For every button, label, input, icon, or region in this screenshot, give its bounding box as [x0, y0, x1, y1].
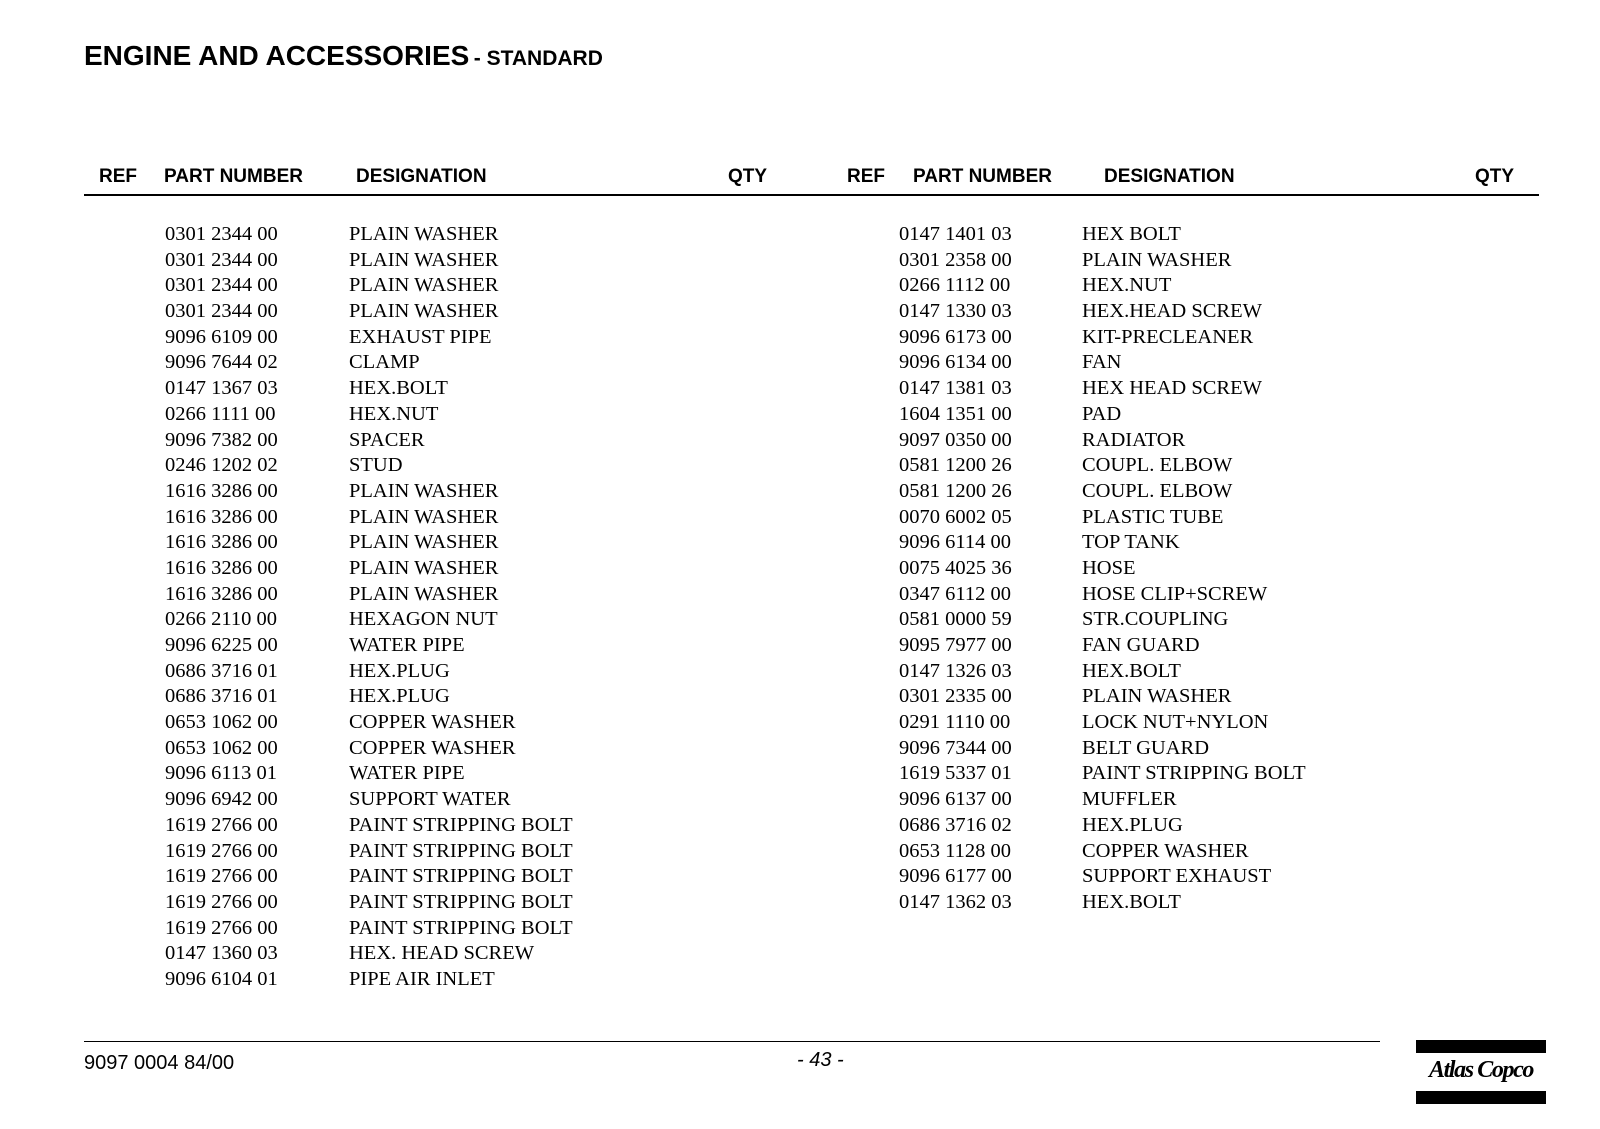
designation-cell: TOP TANK — [1082, 531, 1180, 554]
part-number-cell: 0147 1401 03 — [899, 223, 1012, 245]
designation-cell: PLAIN WASHER — [349, 300, 499, 323]
designation-cell: HEX HEAD SCREW — [1082, 377, 1262, 400]
designation-cell: WATER PIPE — [349, 762, 465, 785]
designation-cell: COUPL. ELBOW — [1082, 479, 1233, 502]
designation-cell: STUD — [349, 454, 403, 477]
designation-cell: KIT-PRECLEANER — [1082, 325, 1254, 348]
designation-cell: PLAIN WASHER — [349, 531, 499, 554]
part-number-cell: 0266 2110 00 — [165, 608, 277, 631]
part-number-cell: 1616 3286 00 — [165, 556, 278, 579]
col-header-qty-right: QTY — [1475, 166, 1515, 187]
designation-cell: WATER PIPE — [349, 634, 465, 656]
part-number-cell: 0291 1110 00 — [899, 711, 1011, 734]
part-number-cell: 9097 0350 00 — [899, 428, 1012, 451]
col-header-part-left: PART NUMBER — [164, 166, 303, 187]
designation-cell: SUPPORT WATER — [349, 788, 511, 811]
designation-cell: COPPER WASHER — [1082, 839, 1249, 862]
designation-cell: HEX.BOLT — [349, 377, 448, 400]
designation-cell: HEX.NUT — [1082, 274, 1172, 297]
designation-cell: PAINT STRIPPING BOLT — [349, 839, 573, 862]
part-number-cell: 0653 1128 00 — [899, 839, 1011, 862]
designation-cell: HEX.BOLT — [1082, 890, 1181, 913]
part-number-cell: 1616 3286 00 — [165, 531, 278, 554]
part-number-cell: 0147 1381 03 — [899, 377, 1012, 400]
designation-cell: PLAIN WASHER — [349, 582, 499, 605]
part-number-cell: 1616 3286 00 — [165, 505, 278, 528]
designation-cell: PLAIN WASHER — [349, 479, 499, 502]
part-number-cell: 1619 2766 00 — [165, 839, 278, 862]
part-number-cell: 0301 2344 00 — [165, 248, 278, 271]
designation-cell: PLAIN WASHER — [349, 556, 499, 579]
part-number-cell: 0147 1330 03 — [899, 300, 1012, 323]
part-number-cell: 9096 6177 00 — [899, 865, 1012, 888]
designation-cell: HEX.NUT — [349, 402, 439, 425]
part-number-cell: 0653 1062 00 — [165, 711, 278, 734]
part-number-cell: 9096 7382 00 — [165, 428, 278, 451]
part-number-cell: 0301 2344 00 — [165, 300, 278, 323]
designation-cell: PLAIN WASHER — [349, 248, 499, 271]
part-number-cell: 1619 5337 01 — [899, 762, 1012, 785]
designation-cell: PAD — [1082, 402, 1122, 425]
designation-cell: SPACER — [349, 428, 425, 451]
part-number-cell: 0581 0000 59 — [899, 608, 1012, 631]
part-number-cell: 9095 7977 00 — [899, 634, 1012, 656]
header-rule — [84, 194, 1539, 196]
designation-cell: HEX BOLT — [1082, 223, 1181, 245]
part-number-cell: 0347 6112 00 — [899, 582, 1011, 605]
designation-cell: HOSE CLIP+SCREW — [1082, 582, 1268, 605]
designation-cell: HEX.HEAD SCREW — [1082, 300, 1262, 323]
logo-wordmark: Atlas Copco — [1429, 1057, 1533, 1083]
col-header-designation-left: DESIGNATION — [356, 166, 487, 187]
designation-cell: HOSE — [1082, 556, 1136, 579]
part-number-cell: 9096 6114 00 — [899, 531, 1011, 554]
designation-cell: PLAIN WASHER — [1082, 685, 1232, 708]
part-number-cell: 0147 1360 03 — [165, 942, 278, 965]
designation-cell: PLAIN WASHER — [349, 274, 499, 297]
designation-cell: HEX.PLUG — [1082, 813, 1183, 836]
col-header-ref-right: REF — [847, 166, 885, 187]
designation-cell: HEX.PLUG — [349, 659, 450, 682]
designation-cell: EXHAUST PIPE — [349, 325, 492, 348]
designation-cell: CLAMP — [349, 351, 420, 374]
part-number-cell: 1616 3286 00 — [165, 582, 278, 605]
part-number-cell: 9096 6173 00 — [899, 325, 1012, 348]
part-number-cell: 0301 2344 00 — [165, 223, 278, 245]
part-number-cell: 0686 3716 02 — [899, 813, 1012, 836]
part-number-cell: 0301 2344 00 — [165, 274, 278, 297]
page-title-sub: - STANDARD — [473, 47, 603, 70]
part-number-cell: 1619 2766 00 — [165, 865, 278, 888]
designation-cell: PAINT STRIPPING BOLT — [349, 916, 573, 939]
part-number-cell: 0147 1362 03 — [899, 890, 1012, 913]
part-number-cell: 9096 6104 01 — [165, 967, 278, 990]
designation-cell: COPPER WASHER — [349, 736, 516, 759]
designation-cell: PAINT STRIPPING BOLT — [349, 865, 573, 888]
atlas-copco-logo — [1416, 1040, 1546, 1104]
designation-cell: PAINT STRIPPING BOLT — [349, 890, 573, 913]
designation-cell: PLAIN WASHER — [1082, 248, 1232, 271]
page-number: - 43 - — [797, 1049, 844, 1071]
designation-cell: SUPPORT EXHAUST — [1082, 865, 1272, 888]
col-header-ref-left: REF — [99, 166, 137, 187]
designation-cell: PAINT STRIPPING BOLT — [1082, 762, 1306, 785]
part-number-cell: 0301 2335 00 — [899, 685, 1012, 708]
designation-cell: STR.COUPLING — [1082, 608, 1229, 631]
page-title — [84, 40, 603, 72]
part-number-cell: 1619 2766 00 — [165, 916, 278, 939]
part-number-cell: 9096 6134 00 — [899, 351, 1012, 374]
part-number-cell: 0581 1200 26 — [899, 454, 1012, 477]
part-number-cell: 9096 7344 00 — [899, 736, 1012, 759]
part-number-cell: 1604 1351 00 — [899, 402, 1012, 425]
part-number-cell: 0686 3716 01 — [165, 685, 278, 708]
designation-cell: HEX. HEAD SCREW — [349, 942, 535, 965]
col-header-designation-right: DESIGNATION — [1104, 166, 1235, 187]
part-number-cell: 1616 3286 00 — [165, 479, 278, 502]
designation-cell: PLAIN WASHER — [349, 505, 499, 528]
part-number-cell: 0581 1200 26 — [899, 479, 1012, 502]
designation-cell: FAN GUARD — [1082, 634, 1200, 656]
designation-cell: COPPER WASHER — [349, 711, 516, 734]
designation-cell: BELT GUARD — [1082, 736, 1210, 759]
part-number-cell: 0653 1062 00 — [165, 736, 278, 759]
designation-cell: HEXAGON NUT — [349, 608, 498, 631]
designation-cell: LOCK NUT+NYLON — [1082, 711, 1269, 734]
designation-cell: PAINT STRIPPING BOLT — [349, 813, 573, 836]
designation-cell: HEX.PLUG — [349, 685, 450, 708]
part-number-cell: 0266 1112 00 — [899, 274, 1011, 297]
part-number-cell: 0301 2358 00 — [899, 248, 1012, 271]
logo-bar-top — [1416, 1040, 1546, 1053]
part-number-cell: 0147 1326 03 — [899, 659, 1012, 682]
part-number-cell: 1619 2766 00 — [165, 890, 278, 913]
part-number-cell: 0075 4025 36 — [899, 556, 1012, 579]
designation-cell: PLASTIC TUBE — [1082, 505, 1224, 528]
part-number-cell: 9096 6137 00 — [899, 788, 1012, 811]
part-number-cell: 0147 1367 03 — [165, 377, 278, 400]
col-header-qty-left: QTY — [728, 166, 768, 187]
part-number-cell: 9096 6113 01 — [165, 762, 277, 785]
part-number-cell: 0246 1202 02 — [165, 454, 278, 477]
designation-cell: MUFFLER — [1082, 788, 1177, 811]
part-number-cell: 0070 6002 05 — [899, 505, 1012, 528]
part-number-cell: 0686 3716 01 — [165, 659, 278, 682]
designation-cell: PIPE AIR INLET — [349, 967, 495, 990]
part-number-cell: 0266 1111 00 — [165, 402, 276, 425]
designation-cell: COUPL. ELBOW — [1082, 454, 1233, 477]
logo-bar-bottom — [1416, 1091, 1546, 1104]
part-number-cell: 9096 7644 02 — [165, 351, 278, 374]
part-number-cell: 1619 2766 00 — [165, 813, 278, 836]
part-number-cell: 9096 6942 00 — [165, 788, 278, 811]
part-number-cell: 9096 6225 00 — [165, 634, 278, 656]
designation-cell: RADIATOR — [1082, 428, 1186, 451]
page-title-main: ENGINE AND ACCESSORIES — [84, 40, 470, 71]
col-header-part-right: PART NUMBER — [913, 166, 1052, 187]
designation-cell: FAN — [1082, 351, 1122, 374]
designation-cell: HEX.BOLT — [1082, 659, 1181, 682]
designation-cell: PLAIN WASHER — [349, 223, 499, 245]
document-number: 9097 0004 84/00 — [84, 1052, 235, 1074]
part-number-cell: 9096 6109 00 — [165, 325, 278, 348]
footer-rule — [84, 1041, 1380, 1042]
